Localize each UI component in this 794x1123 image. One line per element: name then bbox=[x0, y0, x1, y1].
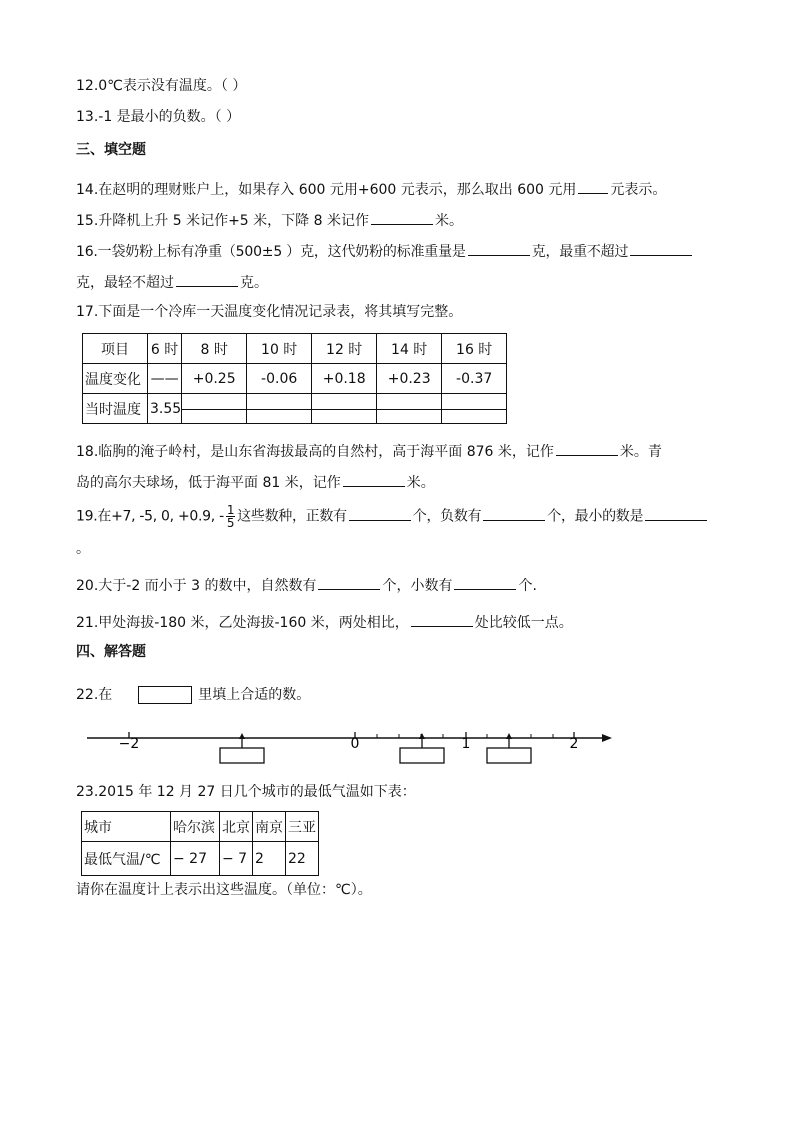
question-16: 16.一袋奶粉上标有净重（500±5 ）克，这代奶粉的标准重量是 克，最重不超过 bbox=[76, 240, 694, 262]
arrow-up-icon bbox=[419, 733, 425, 739]
table-row bbox=[83, 364, 507, 394]
question-19: 19.在+7, -5, 0, +0.9, - $\frac{1}{5}$ 这些数种，正数有 个，负数有 个，最小的数是 bbox=[76, 504, 709, 529]
table-cell: 10 时 bbox=[247, 334, 312, 364]
question-19-end: 。 bbox=[76, 541, 90, 557]
section-heading-answer: 四、解答题 bbox=[76, 644, 146, 660]
table-cell: − 7 bbox=[220, 842, 253, 876]
table-cell: 6 时 bbox=[148, 334, 182, 364]
answer-blank[interactable] bbox=[630, 240, 692, 256]
number-line-label: 0 bbox=[350, 736, 360, 752]
answer-blank[interactable] bbox=[343, 471, 405, 487]
city-temperature-table bbox=[81, 811, 319, 876]
table-cell: -0.06 bbox=[247, 364, 312, 394]
question-23: 23.2015 年 12 月 27 日几个城市的最低气温如下表： bbox=[76, 784, 416, 800]
question-18: 18.临朐的淹子岭村，是山东省海拔最高的自然村，高于海平面 876 米，记作 米。青 bbox=[76, 440, 662, 462]
temperature-record-table bbox=[82, 333, 507, 424]
question-17: 17.下面是一个冷库一天温度变化情况记录表，将其填写完整。 bbox=[76, 304, 463, 320]
table-row bbox=[83, 394, 507, 424]
table-cell: 16 时 bbox=[442, 334, 507, 364]
arrow-up-icon bbox=[239, 733, 245, 739]
answer-cell[interactable] bbox=[377, 394, 442, 424]
table-row bbox=[82, 842, 319, 876]
fraction: $\frac{1}{5}$ bbox=[226, 503, 235, 530]
question-21: 21.甲处海拔-180 米，乙处海拔-160 米，两处相比， 处比较低一点。 bbox=[76, 611, 573, 633]
table-cell: 城市 bbox=[82, 812, 171, 842]
number-line bbox=[82, 722, 616, 770]
question-13: 13.-1 是最小的负数。（ ） bbox=[76, 109, 241, 125]
table-row bbox=[82, 812, 319, 842]
arrow-right-icon bbox=[602, 734, 612, 742]
answer-box-rect[interactable] bbox=[220, 748, 264, 763]
question-14: 14.在赵明的理财账户上，如果存入 600 元用+600 元表示，那么取出 600 元用 元表示。 bbox=[76, 178, 666, 200]
answer-blank[interactable] bbox=[176, 271, 238, 287]
number-line-label: −2 bbox=[118, 736, 140, 752]
table-cell: -0.37 bbox=[442, 364, 507, 394]
table-cell: 8 时 bbox=[182, 334, 247, 364]
question-15: 15.升降机上升 5 米记作+5 米，下降 8 米记作 米。 bbox=[76, 209, 463, 231]
answer-box-rect[interactable] bbox=[400, 748, 444, 763]
arrow-up-icon bbox=[506, 733, 512, 739]
answer-blank[interactable] bbox=[371, 209, 433, 225]
answer-blank[interactable] bbox=[318, 574, 380, 590]
answer-blank[interactable] bbox=[645, 505, 707, 521]
question-23-note: 请你在温度计上表示出这些温度。（单位：℃）。 bbox=[76, 882, 372, 898]
number-line-label: 2 bbox=[569, 736, 579, 752]
table-cell: +0.25 bbox=[182, 364, 247, 394]
answer-blank[interactable] bbox=[578, 178, 608, 194]
answer-blank[interactable] bbox=[454, 574, 516, 590]
answer-blank[interactable] bbox=[468, 240, 530, 256]
table-cell: 3.55 bbox=[148, 394, 182, 424]
table-cell: —— bbox=[148, 364, 182, 394]
answer-blank[interactable] bbox=[556, 440, 618, 456]
table-cell: 22 bbox=[286, 842, 319, 876]
answer-cell[interactable] bbox=[312, 394, 377, 424]
question-16-cont: 克，最轻不超过 克。 bbox=[76, 271, 268, 293]
section-heading-fill-blank: 三、填空题 bbox=[76, 142, 146, 158]
answer-cell[interactable] bbox=[442, 394, 507, 424]
table-cell: − 27 bbox=[171, 842, 220, 876]
answer-blank[interactable] bbox=[483, 505, 545, 521]
table-cell: 项目 bbox=[83, 334, 148, 364]
table-cell: 南京 bbox=[253, 812, 286, 842]
answer-box-rect[interactable] bbox=[487, 748, 531, 763]
number-line-label: 1 bbox=[461, 736, 471, 752]
table-row bbox=[83, 334, 507, 364]
question-22: 22.在 里填上合适的数。 bbox=[76, 687, 311, 703]
table-cell: 12 时 bbox=[312, 334, 377, 364]
answer-cell[interactable] bbox=[182, 394, 247, 424]
table-cell: 最低气温/℃ bbox=[82, 842, 171, 876]
table-cell: 温度变化 bbox=[83, 364, 148, 394]
answer-cell[interactable] bbox=[247, 394, 312, 424]
question-20: 20.大于-2 而小于 3 的数中，自然数有 个，小数有 个. bbox=[76, 574, 537, 596]
table-cell: 北京 bbox=[220, 812, 253, 842]
table-cell: +0.23 bbox=[377, 364, 442, 394]
table-cell: 14 时 bbox=[377, 334, 442, 364]
table-cell: 哈尔滨 bbox=[171, 812, 220, 842]
question-18-cont: 岛的高尔夫球场，低于海平面 81 米，记作 米。 bbox=[76, 471, 435, 493]
question-12: 12.0℃表示没有温度。（ ） bbox=[76, 78, 247, 94]
table-cell: +0.18 bbox=[312, 364, 377, 394]
table-cell: 三亚 bbox=[286, 812, 319, 842]
answer-blank[interactable] bbox=[411, 611, 473, 627]
table-cell: 当时温度 bbox=[83, 394, 148, 424]
answer-blank[interactable] bbox=[349, 505, 411, 521]
example-box bbox=[138, 686, 192, 704]
table-cell: 2 bbox=[253, 842, 286, 876]
